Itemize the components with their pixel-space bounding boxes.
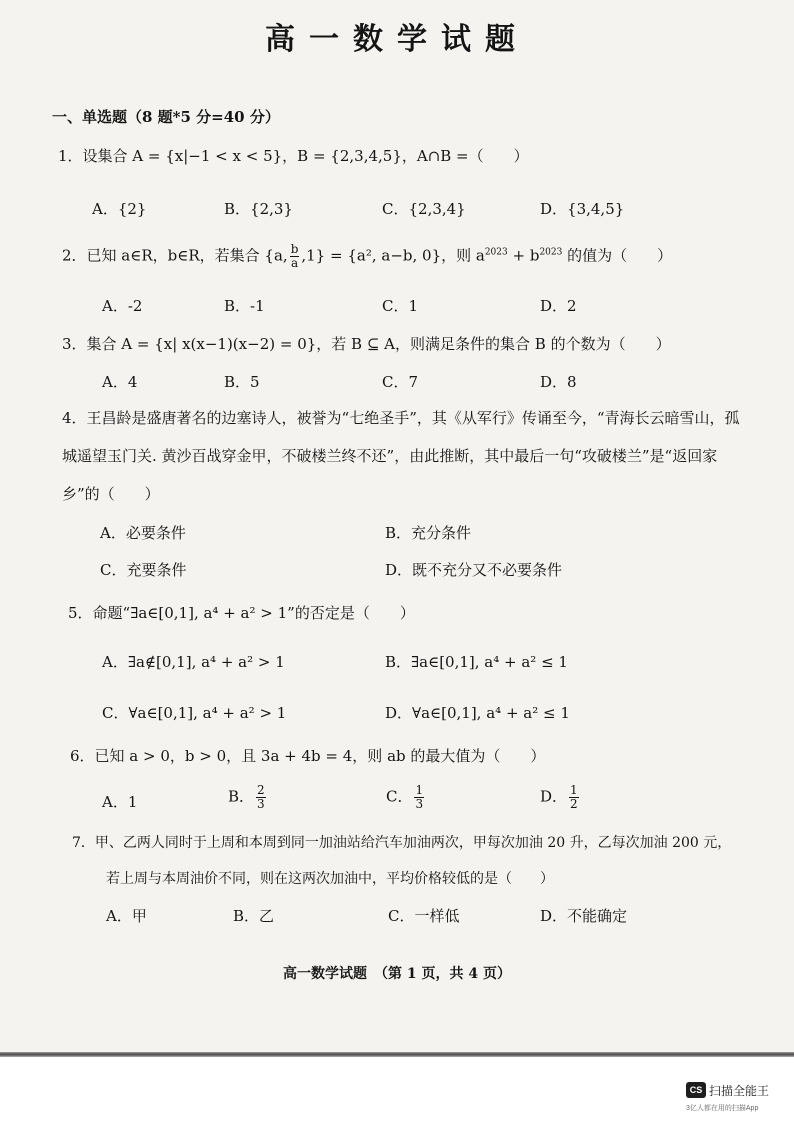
- camscanner-logo-icon: CS: [686, 1082, 706, 1098]
- question-4-option-d: D．既不充分又不必要条件: [385, 561, 563, 579]
- question-6-option-c: [386, 784, 426, 811]
- question-2-fraction: [290, 243, 300, 270]
- question-2-stem-plus: + b: [507, 246, 540, 265]
- fraction-numerator: 1: [570, 783, 578, 797]
- question-3-option-b: B．5: [224, 373, 260, 391]
- page-footer: 高一数学试题 （第 1 页，共 4 页）: [283, 966, 511, 982]
- question-7-stem-line-2: 若上周与本周油价不同，则在这两次加油中，平均价格较低的是（ ）: [106, 871, 554, 887]
- question-6-stem: 6．已知 a > 0，b > 0，且 3a + 4b = 4，则 ab 的最大值为（ ）: [70, 747, 546, 765]
- question-5-stem: 5．命题“∃a∈[0,1], a⁴ + a² > 1”的否定是（ ）: [68, 604, 415, 622]
- page-title: 高一数学试题: [265, 22, 529, 57]
- fraction-denominator: a: [290, 256, 299, 270]
- question-7-option-b: B．乙: [233, 907, 275, 925]
- question-1-stem: 1．设集合 A = {x|−1 < x < 5}，B = {2,3,4,5}，A∩B =（ ）: [58, 147, 529, 165]
- fraction-numerator: 2: [257, 783, 265, 797]
- question-5-option-d: D．∀a∈[0,1], a⁴ + a² ≤ 1: [385, 704, 570, 722]
- option-label: D．: [540, 787, 568, 806]
- question-7-option-c: C．一样低: [388, 907, 460, 925]
- question-2-exponent-b: 2023: [539, 247, 563, 258]
- question-5-option-a: A．∃a∉[0,1], a⁴ + a² > 1: [102, 653, 285, 671]
- question-4-option-c: C．充要条件: [100, 561, 187, 579]
- question-2-option-c: C．1: [382, 297, 419, 315]
- fraction-numerator: 1: [415, 783, 424, 797]
- watermark-tagline: 3亿人都在用的扫描App: [686, 1105, 759, 1112]
- option-label: B．: [228, 787, 255, 806]
- option-label: C．: [386, 787, 413, 806]
- question-2-stem-mid: ,1} = {a², a−b, 0}，则 a: [301, 246, 485, 265]
- fraction-denominator: 2: [570, 797, 578, 811]
- question-2-stem-pre: 2．已知 a∈R，b∈R，若集合 {a,: [62, 246, 288, 265]
- question-7-option-a: A．甲: [106, 907, 147, 925]
- question-1-option-c: C．{2,3,4}: [382, 200, 466, 218]
- question-3-option-c: C．7: [382, 373, 419, 391]
- scan-margin: [0, 1057, 794, 1124]
- question-4-stem: 4．王昌龄是盛唐著名的边塞诗人，被誉为“七绝圣手”，其《从军行》传诵至今，“青海长云暗雪山，孤城遥望玉门关. 黄沙百战穿金甲，不破楼兰终不还”，由此推断，其中最后一句“攻破楼兰”是“返回家乡”的（ ）: [62, 409, 740, 503]
- fraction-numerator: b: [290, 242, 299, 256]
- section-heading: 一、单选题（8 题*5 分=40 分）: [52, 108, 280, 126]
- question-6-option-b: [228, 784, 268, 811]
- question-1-option-b: B．{2,3}: [224, 200, 293, 218]
- question-3-option-a: A．4: [102, 373, 138, 391]
- fraction-denominator: 3: [415, 797, 424, 811]
- question-2-stem-post: 的值为（ ）: [562, 246, 673, 265]
- question-2-stem: [62, 243, 672, 270]
- question-1-option-d: D．{3,4,5}: [540, 200, 625, 218]
- option-fraction: [256, 784, 266, 811]
- question-6-option-d: [540, 784, 581, 811]
- question-7-option-d: D．不能确定: [540, 907, 628, 925]
- question-6-option-a: A．1: [102, 793, 138, 811]
- question-2-option-a: A．-2: [102, 297, 143, 315]
- question-3-stem: 3．集合 A = {x| x(x−1)(x−2) = 0}，若 B ⊆ A，则满足条件的集合 B 的个数为（ ）: [62, 335, 671, 353]
- question-5-option-c: C．∀a∈[0,1], a⁴ + a² > 1: [102, 704, 287, 722]
- question-1-option-a: A．{2}: [92, 200, 147, 218]
- question-7-stem-line-1: 7．甲、乙两人同时于上周和本周到同一加油站给汽车加油两次，甲每次加油 20 升，乙每次加油 200 元，: [72, 835, 732, 851]
- question-2-option-d: D．2: [540, 297, 577, 315]
- question-5-option-b: B．∃a∈[0,1], a⁴ + a² ≤ 1: [385, 653, 568, 671]
- question-2-exponent-a: 2023: [484, 247, 508, 258]
- question-2-option-b: B．-1: [224, 297, 265, 315]
- option-fraction: [569, 784, 579, 811]
- question-4-option-a: A．必要条件: [100, 524, 186, 542]
- watermark-app-name: 扫描全能王: [709, 1084, 770, 1098]
- question-4-option-b: B．充分条件: [385, 524, 472, 542]
- question-3-option-d: D．8: [540, 373, 577, 391]
- option-fraction: [414, 784, 424, 811]
- fraction-denominator: 3: [257, 797, 265, 811]
